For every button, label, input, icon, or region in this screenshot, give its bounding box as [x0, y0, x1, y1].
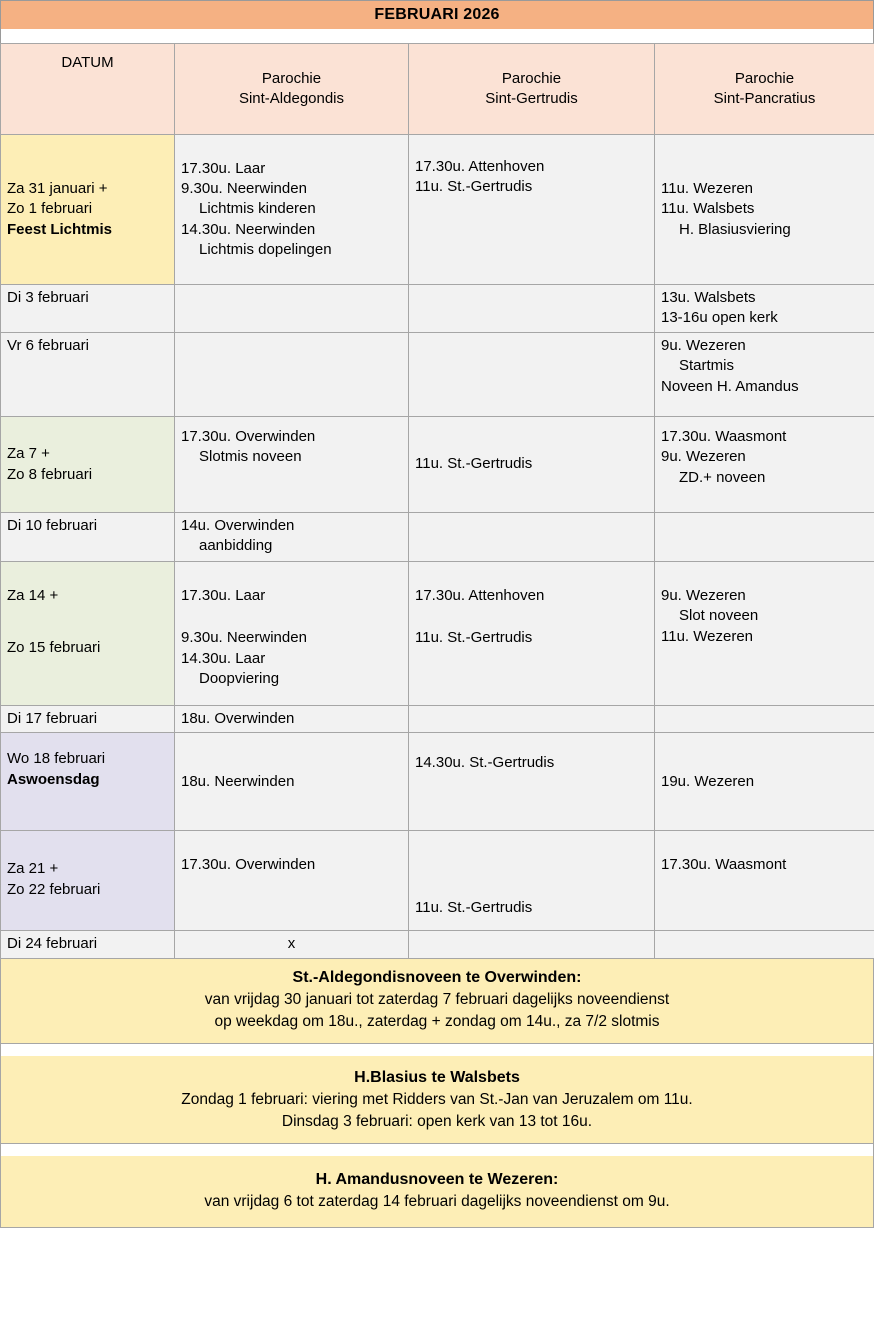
date-line: Di 17 februari	[7, 710, 98, 727]
row-date	[1, 285, 175, 333]
row-parish-2	[409, 831, 655, 931]
service-line: 18u. Overwinden	[181, 710, 295, 727]
notice-line: van vrijdag 30 januari tot zaterdag 7 februari dagelijks noveendienst	[204, 990, 670, 1008]
row-parish-2	[409, 706, 655, 733]
service-line: 14.30u. Laar	[181, 649, 266, 667]
row-parish-1	[175, 285, 409, 333]
service-line: 14.30u. Neerwinden	[181, 220, 316, 238]
row-parish-3	[655, 333, 874, 417]
date-note: Feest Lichtmis	[7, 220, 113, 238]
notice-gap	[0, 1144, 874, 1156]
service-line: 9u. Wezeren	[661, 587, 746, 604]
row-date	[1, 706, 175, 733]
row-date	[1, 831, 175, 931]
column-header-parish-2	[409, 44, 655, 135]
row-parish-2	[409, 417, 655, 513]
date-line: Vr 6 februari	[7, 337, 89, 354]
service-line: 9u. Wezeren	[661, 448, 746, 466]
table-row	[1, 733, 874, 831]
row-date	[1, 733, 175, 831]
service-line: 17.30u. Overwinden	[181, 856, 316, 874]
notice-block-amandus	[0, 1156, 874, 1229]
table-row	[1, 831, 874, 931]
service-line: 9.30u. Neerwinden	[181, 180, 307, 198]
date-line: Zo 22 februari	[7, 880, 101, 898]
notice-block-blasius	[0, 1056, 874, 1144]
date-line: Zo 1 februari	[7, 200, 93, 218]
column-header-parish-1	[175, 44, 409, 135]
service-note: Lichtmis kinderen	[199, 200, 316, 218]
row-parish-3	[655, 285, 874, 333]
table-row	[1, 333, 874, 417]
date-line: Wo 18 februari	[7, 750, 106, 768]
notice-heading: H.Blasius te Walsbets	[354, 1068, 520, 1086]
service-note: ZD.+ noveen	[679, 468, 766, 486]
date-line: Za 7 +	[7, 445, 50, 463]
column-header-parish-3	[655, 44, 874, 135]
service-note: H. Blasiusviering	[679, 220, 791, 238]
header-parish-2-line2: Sint-Gertrudis	[485, 90, 578, 107]
row-date	[1, 333, 175, 417]
row-parish-3	[655, 733, 874, 831]
table-row	[1, 562, 874, 706]
row-parish-2	[409, 562, 655, 706]
date-line: Di 24 februari	[7, 935, 98, 953]
row-parish-1	[175, 562, 409, 706]
row-date	[1, 417, 175, 513]
service-line: 18u. Neerwinden	[181, 772, 295, 790]
service-line: 11u. St.-Gertrudis	[415, 899, 533, 916]
row-parish-2	[409, 333, 655, 417]
service-line: 11u. Wezeren	[661, 627, 753, 645]
service-line: 14u. Overwinden	[181, 517, 295, 534]
row-parish-2	[409, 513, 655, 562]
service-line: 17.30u. Attenhoven	[415, 158, 545, 175]
service-line: 11u. St.-Gertrudis	[415, 629, 533, 647]
title-spacer	[0, 29, 874, 43]
notice-block-aldegondis	[0, 959, 874, 1044]
row-parish-3	[655, 831, 874, 931]
service-note: Startmis	[679, 357, 735, 375]
header-parish-3-line2: Sint-Pancratius	[713, 90, 816, 107]
table-header	[1, 44, 874, 135]
table-row	[1, 513, 874, 562]
service-note: Slot noveen	[679, 607, 759, 625]
row-parish-3	[655, 417, 874, 513]
service-line: 14.30u. St.-Gertrudis	[415, 754, 555, 772]
row-parish-2	[409, 135, 655, 285]
date-line: Za 21 +	[7, 860, 59, 878]
service-line: 11u. Wezeren	[661, 180, 753, 198]
row-parish-1	[175, 417, 409, 513]
notice-line: op weekdag om 18u., zaterdag + zondag om 14u., za 7/2 slotmis	[214, 1013, 660, 1031]
row-date	[1, 562, 175, 706]
row-parish-1	[175, 706, 409, 733]
service-note: Noveen H. Amandus	[661, 377, 799, 395]
table-row	[1, 417, 874, 513]
service-line: 11u. Walsbets	[661, 200, 755, 218]
table-row	[1, 931, 874, 958]
row-parish-3	[655, 931, 874, 958]
row-parish-1	[175, 931, 409, 958]
service-note: Doopviering	[199, 669, 280, 687]
row-parish-3	[655, 562, 874, 706]
notice-line: Zondag 1 februari: viering met Ridders van St.-Jan van Jeruzalem om 11u.	[181, 1090, 693, 1108]
row-parish-2	[409, 931, 655, 958]
row-parish-1	[175, 333, 409, 417]
table-row	[1, 706, 874, 733]
date-line: Zo 8 februari	[7, 465, 93, 483]
service-line: 9u. Wezeren	[661, 337, 746, 354]
row-parish-1	[175, 135, 409, 285]
service-line: 17.30u. Overwinden	[181, 428, 316, 445]
table-row	[1, 135, 874, 285]
row-date	[1, 931, 175, 958]
service-line: 17.30u. Waasmont	[661, 428, 787, 445]
row-date	[1, 135, 175, 285]
service-line: x	[287, 935, 296, 953]
row-parish-1	[175, 513, 409, 562]
notice-line: Dinsdag 3 februari: open kerk van 13 tot 16u.	[281, 1113, 593, 1131]
row-parish-2	[409, 733, 655, 831]
row-parish-3	[655, 513, 874, 562]
notice-line: van vrijdag 6 tot zaterdag 14 februari dagelijks noveendienst om 9u.	[204, 1192, 670, 1210]
service-line: 11u. St.-Gertrudis	[415, 178, 533, 196]
service-line: 17.30u. Waasmont	[661, 856, 787, 874]
service-line: 13-16u open kerk	[661, 309, 778, 327]
row-parish-3	[655, 135, 874, 285]
schedule-table	[0, 43, 874, 959]
notice-heading: H. Amandusnoveen te Wezeren:	[315, 1170, 559, 1188]
header-parish-1-line1: Parochie	[261, 69, 322, 87]
row-parish-1	[175, 831, 409, 931]
header-parish-3-line1: Parochie	[734, 69, 795, 87]
date-note: Aswoensdag	[7, 770, 100, 788]
header-parish-1-line2: Sint-Aldegondis	[238, 90, 345, 107]
service-line: 17.30u. Laar	[181, 159, 266, 177]
date-line: Di 3 februari	[7, 289, 89, 306]
page-title: FEBRUARI 2026	[0, 0, 874, 29]
header-parish-2-line1: Parochie	[501, 69, 562, 87]
service-line: 17.30u. Laar	[181, 587, 266, 604]
header-row	[1, 44, 874, 135]
notice-heading: St.-Aldegondisnoveen te Overwinden:	[292, 968, 582, 986]
table-row	[1, 285, 874, 333]
service-line: 11u. St.-Gertrudis	[415, 455, 533, 473]
service-line: 9.30u. Neerwinden	[181, 629, 307, 647]
date-line: Zo 15 februari	[7, 639, 101, 657]
row-parish-2	[409, 285, 655, 333]
service-note: Lichtmis dopelingen	[199, 240, 332, 258]
service-note: Slotmis noveen	[199, 448, 302, 466]
service-note: aanbidding	[199, 537, 273, 555]
column-header-date	[1, 44, 175, 135]
service-line: 19u. Wezeren	[661, 772, 755, 790]
row-date	[1, 513, 175, 562]
date-line: Di 10 februari	[7, 517, 98, 534]
notice-gap	[0, 1044, 874, 1056]
service-line: 17.30u. Attenhoven	[415, 587, 545, 604]
row-parish-1	[175, 733, 409, 831]
row-parish-3	[655, 706, 874, 733]
header-date-label: DATUM	[61, 54, 114, 71]
date-line: Za 31 januari +	[7, 180, 108, 198]
date-line: Za 14 +	[7, 587, 59, 604]
service-line: 13u. Walsbets	[661, 289, 756, 306]
table-body	[1, 135, 874, 959]
